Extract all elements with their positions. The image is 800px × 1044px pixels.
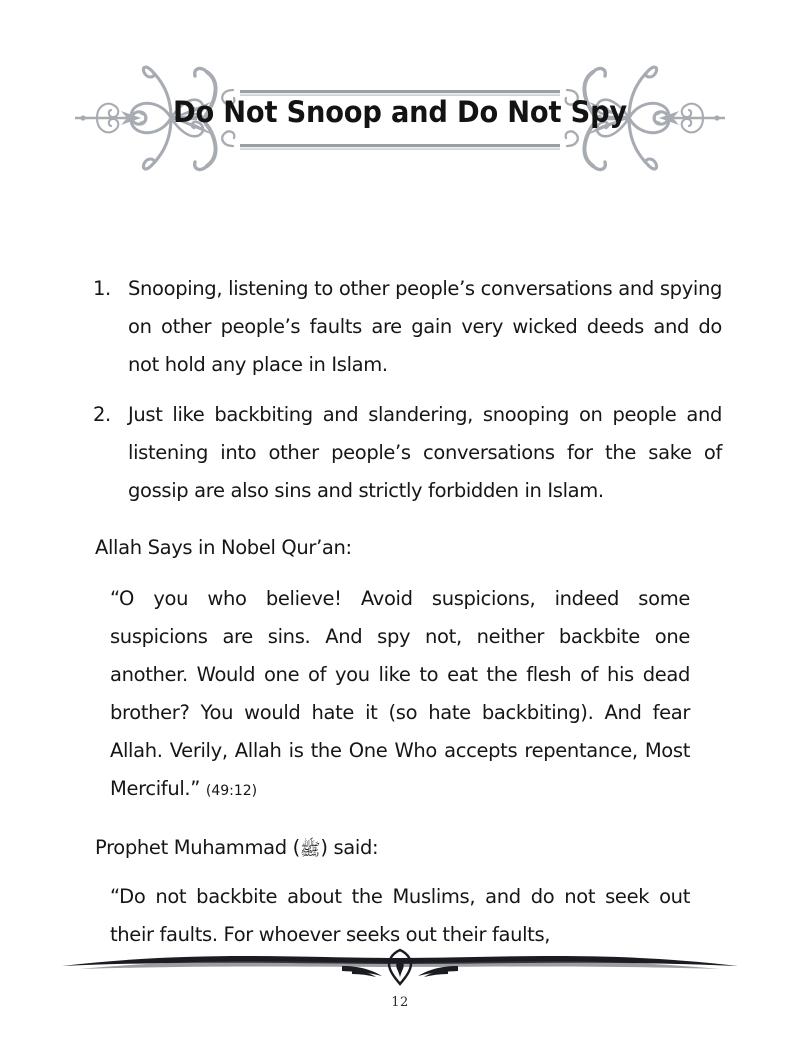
hadith-lead-in-after: ) said: <box>320 836 379 859</box>
page-content <box>0 270 800 954</box>
quran-quote-block <box>110 580 690 810</box>
list-item-text: Snooping, listening to other people’s conversations and spying on other people’s faults are gain very wicked deeds and do not hold any place in Islam. <box>128 277 722 376</box>
quran-citation: (49:12) <box>205 783 258 799</box>
list-item <box>93 270 722 384</box>
list-item-number: 1. <box>93 277 111 300</box>
page-title: Do Not Snoop and Do Not Spy <box>173 95 627 129</box>
quran-quote-text: “O you who believe! Avoid suspicions, indeed some suspicions are sins. And spy not, neither backbite one another. Would one of you like to eat the flesh of his dead brother? You would hate it (so hate backbiting). And fear Allah. Verily, Allah is the One Who accepts repentance, Most Merciful.” <box>110 587 690 800</box>
footer-ornament <box>0 944 800 996</box>
list-item-number: 2. <box>93 403 111 426</box>
list-item-text: Just like backbiting and slandering, snooping on people and listening into other people’s conversations for the sake of gossip are also sins and strictly forbidden in Islam. <box>128 403 722 502</box>
page-number: 12 <box>391 995 409 1010</box>
sallallahu-alayhi-wasallam-icon: ﷺ <box>299 840 321 860</box>
hadith-lead-in <box>95 829 722 867</box>
quran-lead-in: Allah Says in Nobel Qur’an: <box>95 536 352 559</box>
list-item <box>93 396 722 510</box>
hadith-quote-text: “Do not backbite about the Muslims, and do not seek out their faults. For whoever seeks out their faults, <box>110 885 690 946</box>
numbered-points-list <box>0 270 800 510</box>
hadith-lead-in-before: Prophet Muhammad ( <box>95 836 300 859</box>
leaf-flourish-divider <box>0 944 800 996</box>
